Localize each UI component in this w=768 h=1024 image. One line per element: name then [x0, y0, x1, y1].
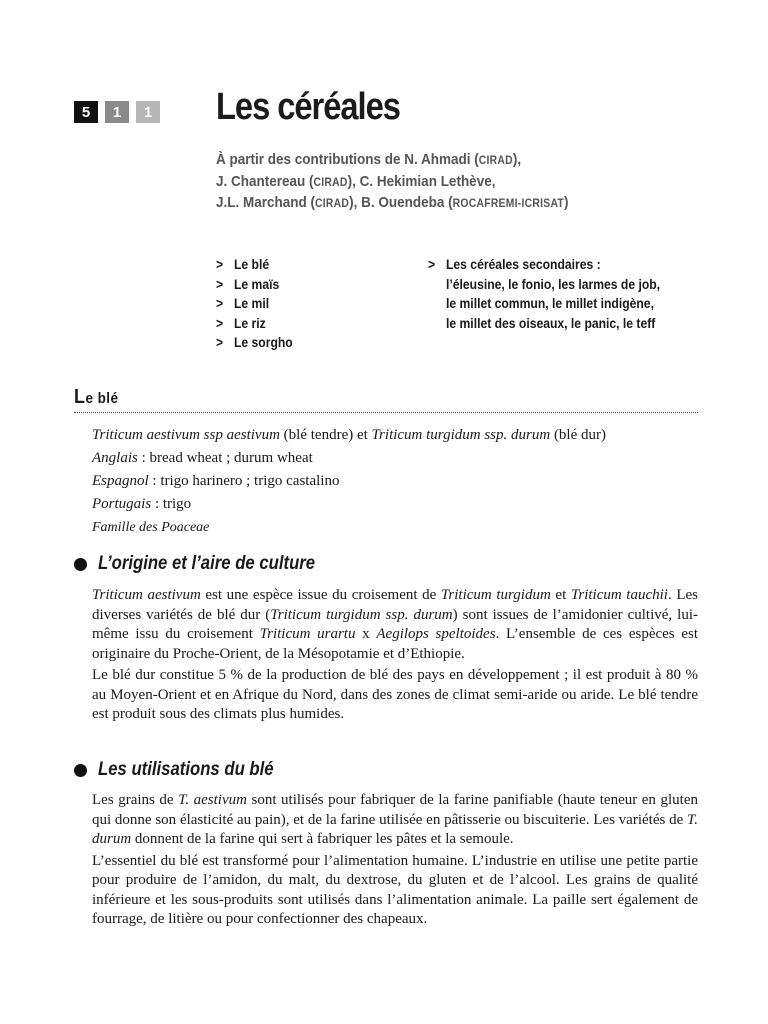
subheading-utilisations: Les utilisations du blé [74, 759, 298, 781]
authors-line-2: J. Chantereau (CIRAD), C. Hekimian Lethève, [216, 172, 496, 190]
bullet-dot-icon [74, 558, 87, 571]
toc-item-continuation: l’éleusine, le fonio, les larmes de job, [446, 276, 661, 292]
origine-body [92, 586, 698, 727]
name-portuguese: Portugais : trigo [92, 496, 192, 512]
chapter-number-badges [74, 101, 160, 123]
name-spanish: Espagnol : trigo harinero ; trigo castalino [92, 473, 340, 489]
toc-item: > Le blé [216, 257, 270, 272]
paragraph: Les grains de T. aestivum sont utilisés pour fabriquer de la farine panifiable (haute teneur en gluten qui donne son élasticité au pain), et de la farine utilisée en pâtisserie ou biscuiterie. Les variétés de T. durum donnent de la farine qui sert à fabriquer les pâtes et la semoule. [92, 792, 698, 847]
chapter-badge-1: 5 [74, 101, 98, 123]
utilisations-body [92, 791, 698, 932]
toc-item-continuation: le millet des oiseaux, le panic, le teff [446, 315, 656, 331]
plant-family: Famille des Poaceae [92, 520, 210, 535]
name-english: Anglais : bread wheat ; durum wheat [92, 450, 313, 466]
paragraph: L’essentiel du blé est transformé pour l’alimentation humaine. L’industrie en utilise une petite partie pour produire de l’amidon, du malt, du dextrose, du gluten et de l’alcool. Les grains de qualité inférieure et les sous-produits sont utilisés dans l’alimentation animale. La paille sert également de fourrage, de litière ou pour confectionner des chapeaux. [92, 852, 698, 927]
toc-item: > Le maïs [216, 276, 280, 292]
subheading-origine: L’origine et l’aire de culture [74, 553, 345, 575]
species-names [92, 424, 606, 539]
authors-line-3: J.L. Marchand (CIRAD), B. Ouendeba (ROCAFREMI-ICRISAT) [216, 194, 569, 211]
paragraph: Le blé dur constitue 5 % de la production de blé des pays en développement ; il est produit à 80 % au Moyen-Orient et en Afrique du Nord, dans des zones de climat semi-aride ou aride. Le blé tendre est produit sous des climats plus humides. [92, 667, 698, 722]
chapter-badge-3: 1 [136, 101, 160, 123]
scientific-names: Triticum aestivum ssp aestivum (blé tendre) et Triticum turgidum ssp. durum (blé dur) [92, 427, 606, 443]
authors-line-1: À partir des contributions de N. Ahmadi (CIRAD), [216, 151, 522, 168]
toc-right-column [428, 255, 660, 333]
section-title: Le blé [74, 386, 119, 408]
toc-item: > Le riz [216, 315, 266, 331]
bullet-dot-icon [74, 764, 87, 777]
toc-left-column [216, 255, 293, 353]
dotted-divider [74, 412, 698, 413]
chapter-badge-2: 1 [105, 101, 129, 123]
toc-item-continuation: le millet commun, le millet indigène, [446, 296, 654, 311]
toc-item: > Le mil [216, 296, 270, 311]
toc-item: > Le sorgho [216, 335, 293, 350]
chapter-title: Les céréales [216, 86, 400, 128]
paragraph: Triticum aestivum est une espèce issue du croisement de Triticum turgidum et Triticum tauchii. Les diverses variétés de blé dur (Triticum turgidum ssp. durum) sont issues de l’amidonier cultivé, lui-même issu du croisement Triticum urartu x Aegilops speltoides. L’ensemble de ces espèces est originaire du Proche-Orient, de la Mésopotamie et d’Ethiopie. [92, 587, 698, 662]
authors-block [216, 150, 569, 215]
toc-item: > Les céréales secondaires : [428, 257, 601, 272]
